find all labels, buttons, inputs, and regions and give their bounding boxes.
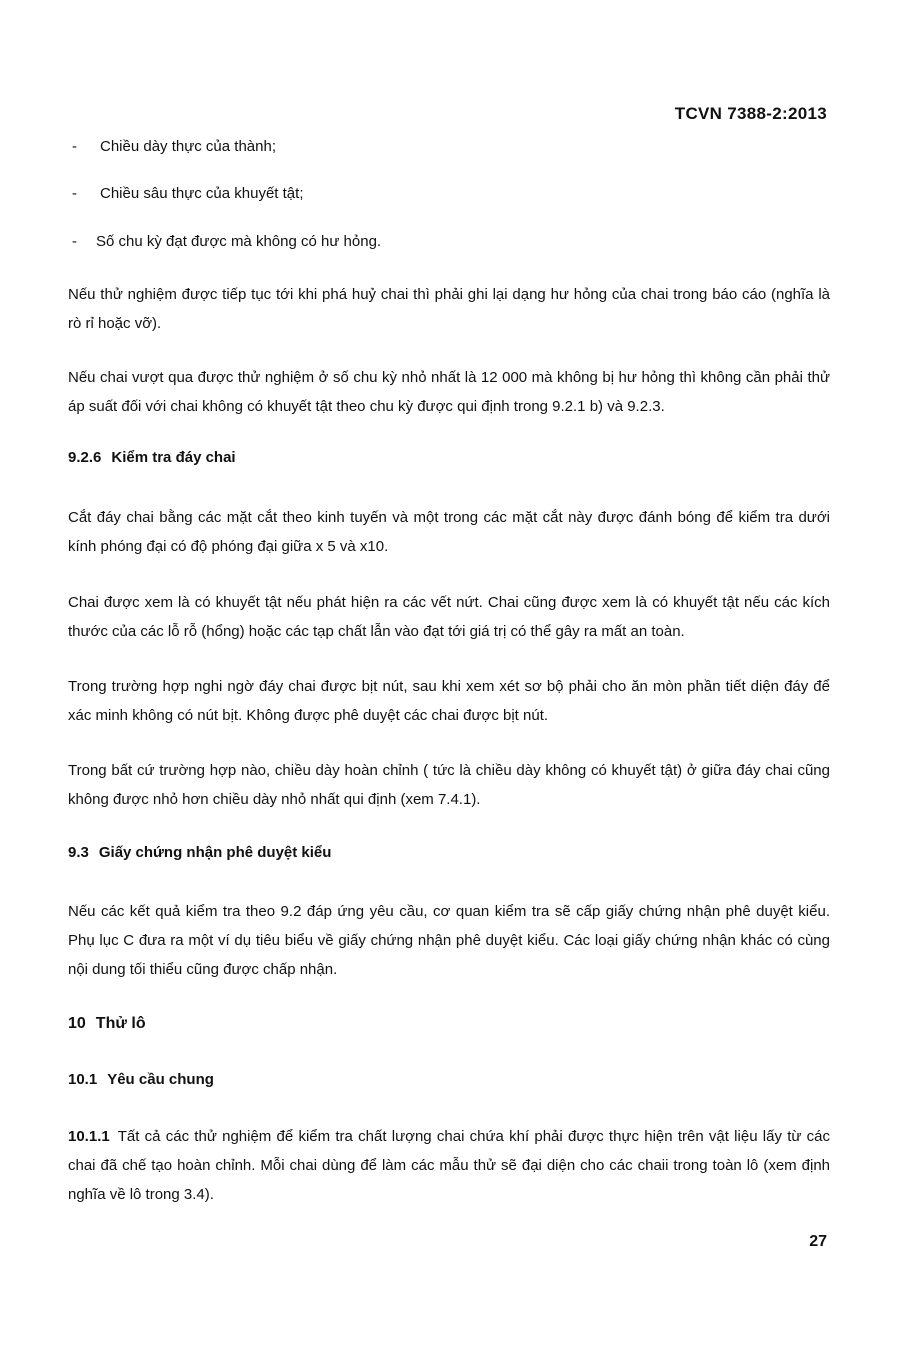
paragraph: Nếu thử nghiệm được tiếp tục tới khi phá huỷ chai thì phải ghi lại dạng hư hỏng của chai trong báo cáo (nghĩa là rò rỉ hoặc vỡ). xyxy=(68,286,830,332)
section-number: 9.2.6 xyxy=(68,449,102,466)
bullet-item xyxy=(72,138,276,155)
paragraph: Trong trường hợp nghi ngờ đáy chai được bịt nút, sau khi xem xét sơ bộ phải cho ăn mòn phần tiết diện đáy để xác minh không có nút bịt. Không được phê duyệt các chai được bịt nút. xyxy=(68,678,830,724)
paragraph xyxy=(68,1122,830,1209)
section-heading-10 xyxy=(68,1015,146,1033)
bullet-dash: - xyxy=(72,233,77,250)
section-heading-9-3 xyxy=(68,844,331,861)
bullet-text: Chiều sâu thực của khuyết tật; xyxy=(100,185,304,202)
paragraph: Chai được xem là có khuyết tật nếu phát hiện ra các vết nứt. Chai cũng được xem là có khuyết tật nếu các kích thước của các lỗ rỗ (hổng) hoặc các tạp chất lẫn vào đạt tới giá trị có thể gây ra mất an toàn. xyxy=(68,594,830,640)
section-title: Yêu cầu chung xyxy=(107,1071,214,1088)
bullet-item xyxy=(72,185,304,202)
paragraph: Cắt đáy chai bằng các mặt cắt theo kinh tuyến và một trong các mặt cắt này được đánh bóng để kiểm tra dưới kính phóng đại có độ phóng đại giữa x 5 và x10. xyxy=(68,509,830,555)
section-title: Kiểm tra đáy chai xyxy=(111,449,236,466)
bullet-dash: - xyxy=(72,138,77,155)
paragraph: Nếu các kết quả kiểm tra theo 9.2 đáp ứng yêu cầu, cơ quan kiểm tra sẽ cấp giấy chứng nhận phê duyệt kiểu. Phụ lục C đưa ra một ví dụ tiêu biểu về giấy chứng nhận phê duyệt kiểu. Các loại giấy chứng nhận khác có cùng nội dung tối thiểu cũng được chấp nhận. xyxy=(68,903,830,978)
paragraph: Nếu chai vượt qua được thử nghiệm ở số chu kỳ nhỏ nhất là 12 000 mà không bị hư hỏng thì không cần phải thử áp suất đối với chai không có khuyết tật theo chu kỳ được qui định trong 9.2.1 b) và 9.2.3. xyxy=(68,369,830,415)
clause-number: 10.1.1 xyxy=(68,1128,110,1145)
bullet-dash: - xyxy=(72,185,77,202)
section-title: Giấy chứng nhận phê duyệt kiểu xyxy=(98,844,332,861)
section-number: 9.3 xyxy=(68,844,89,861)
section-number: 10 xyxy=(68,1015,86,1032)
paragraph: Trong bất cứ trường hợp nào, chiều dày hoàn chỉnh ( tức là chiều dày không có khuyết tật) ở giữa đáy chai cũng không được nhỏ hơn chiều dày nhỏ nhất qui định (xem 7.4.1). xyxy=(68,762,830,808)
section-number: 10.1 xyxy=(68,1071,98,1088)
standard-code-header: TCVN 7388-2:2013 xyxy=(674,104,827,123)
page-number: 27 xyxy=(809,1233,827,1250)
section-title: Thử lô xyxy=(95,1015,146,1032)
bullet-text: Chiều dày thực của thành; xyxy=(100,138,276,155)
section-heading-10-1 xyxy=(68,1071,214,1088)
bullet-item xyxy=(72,233,381,250)
section-heading-9-2-6 xyxy=(68,449,236,466)
clause-text: Tất cả các thử nghiệm để kiểm tra chất lượng chai chứa khí phải được thực hiện trên vật liệu lấy từ các chai đã chế tạo hoàn chỉnh. Mỗi chai dùng để làm các mẫu thử sẽ đại diện cho các chaii trong toàn lô (xem định nghĩa về lô trong 3.4). xyxy=(68,1128,830,1203)
bullet-text: Số chu kỳ đạt được mà không có hư hỏng. xyxy=(96,233,382,250)
